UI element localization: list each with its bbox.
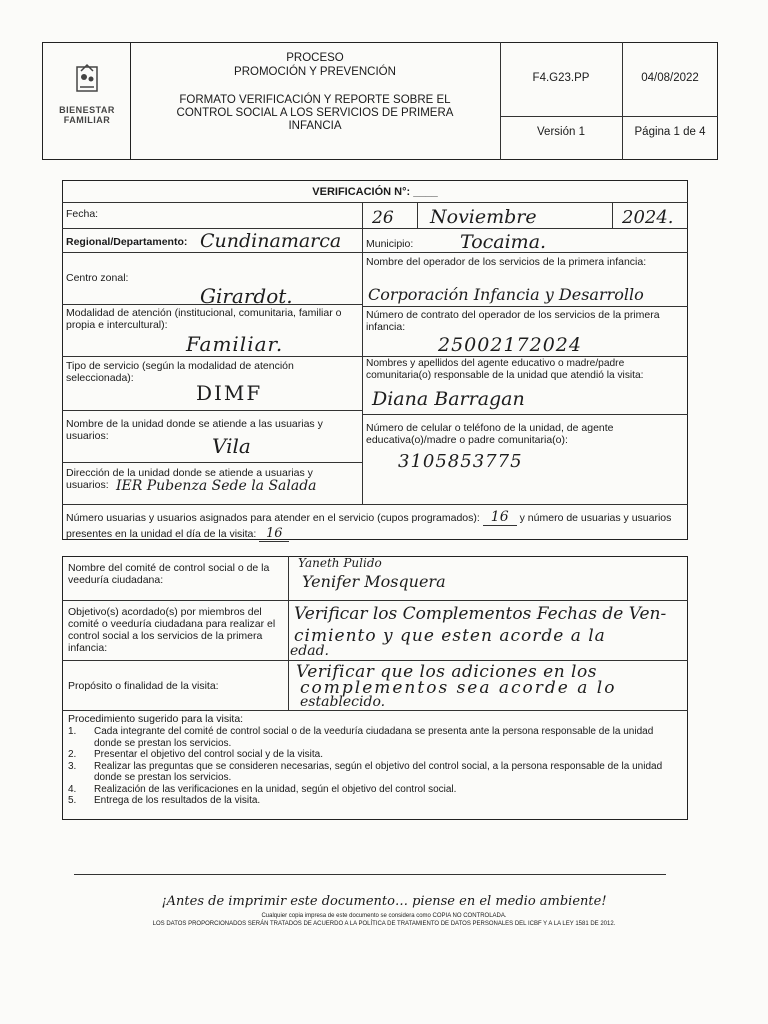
procedure-title: Procedimiento sugerido para la visita:: [68, 713, 244, 725]
procedure-list: [68, 726, 680, 807]
footer-environment: ¡Antes de imprimir este documento… piense en el medio ambiente!: [161, 894, 607, 909]
proposito-line-2[interactable]: complementos sea acorde a lo: [300, 678, 617, 698]
logo: [42, 42, 130, 160]
centro-value[interactable]: Girardot.: [200, 284, 293, 308]
centro-label: Centro zonal:: [66, 272, 129, 284]
objetivo-label: Objetivo(s) acordado(s) por miembros del comité o veeduría ciudadana para realizar el control social a los servicios de la primera infancia:: [68, 606, 276, 654]
footer-copy-note: Cualquier copia impresa de este documento se considera como COPIA NO CONTROLADA.: [261, 913, 507, 919]
miembro-label: Nombre del comité de control social o de la veeduría ciudadana:: [68, 562, 270, 586]
cupos-text-1: Número usuarias y usuarios asignados para atender en el servicio (cupos programados):: [66, 512, 480, 524]
format-code: F4.G23.PP: [532, 72, 590, 84]
procedure-step: [68, 784, 680, 796]
procedure-step: [68, 795, 680, 807]
objetivo-line-3[interactable]: edad.: [290, 643, 330, 659]
step-text: Realización de las verificaciones en la unidad, según el objetivo del control social.: [94, 783, 457, 795]
procedure-step: [68, 761, 680, 784]
regional-label: Regional/Departamento:: [66, 236, 188, 248]
contrato-value[interactable]: 25002172024: [438, 334, 582, 356]
format-title: FORMATO VERIFICACIÓN Y REPORTE SOBRE EL CONTROL SOCIAL A LOS SERVICIOS DE PRIMERA INFANCIA: [176, 94, 454, 132]
step-text: Cada integrante del comité de control social o de la veeduría ciudadana se presenta ante la persona responsable de la unidad donde se prestan los servicios.: [94, 726, 654, 749]
operador-label: Nombre del operador de los servicios de la primera infancia:: [366, 256, 647, 268]
step-text: Presentar el objetivo del control social y de la visita.: [94, 749, 324, 760]
step-text: Realizar las preguntas que se consideren necesarias, según el objetivo del control social, a la persona responsable de la unidad donde se prestan los servicios.: [94, 760, 663, 783]
procedure-step: [68, 749, 680, 761]
modalidad-label: Modalidad de atención (institucional, comunitaria, familiar o propia e intercultural):: [66, 307, 342, 331]
operador-value[interactable]: Corporación Infancia y Desarrollo: [368, 285, 644, 304]
verification-title: VERIFICACIÓN N°: ____: [312, 186, 438, 198]
procedure-step: [68, 726, 680, 749]
cupos-row: [66, 510, 684, 542]
presentes-value[interactable]: 16: [259, 526, 289, 542]
regional-value[interactable]: Cundinamarca: [200, 230, 342, 252]
step-number: 2.: [68, 749, 77, 760]
footer-divider: [74, 874, 666, 875]
step-number: 5.: [68, 795, 77, 806]
contrato-label: Número de contrato del operador de los servicios de la primera infancia:: [366, 309, 660, 333]
municipio-value[interactable]: Tocaima.: [460, 231, 547, 253]
format-page: Página 1 de 4: [634, 126, 706, 138]
fecha-month[interactable]: Noviembre: [430, 206, 537, 228]
document-header: [42, 42, 718, 160]
step-text: Entrega de los resultados de la visita.: [94, 795, 261, 806]
cupos-value[interactable]: 16: [483, 510, 517, 526]
footer-data-note: LOS DATOS PROPORCIONADOS SERÁN TRATADOS DE ACUERDO A LA POLÍTICA DE TRATAMIENTO DE DATOS PERSONALES DEL ICBF Y A LA LEY 1581 DE 2012.: [152, 921, 616, 927]
proposito-line-3[interactable]: establecido.: [300, 694, 386, 710]
agente-value[interactable]: Diana Barragan: [372, 388, 525, 410]
step-number: 3.: [68, 760, 77, 772]
celular-label: Número de celular o teléfono de la unidad, de agente educativa(o)/madre o padre comunitaria(o):: [366, 422, 614, 446]
miembro-sign[interactable]: Yaneth Pulido: [298, 556, 382, 570]
fecha-day[interactable]: 26: [372, 208, 394, 228]
process-name: PROMOCIÓN Y PREVENCIÓN: [234, 66, 396, 78]
tipo-value[interactable]: DIMF: [196, 381, 263, 405]
step-number: 4.: [68, 783, 77, 795]
direccion-value[interactable]: IER Pubenza Sede la Salada: [116, 478, 317, 494]
modalidad-value[interactable]: Familiar.: [186, 332, 284, 356]
objetivo-line-2[interactable]: cimiento y que esten acorde a la: [294, 626, 606, 646]
agente-label: Nombres y apellidos del agente educativo o madre/padre comunitaria(o) responsable de la unidad que atendió la visita:: [366, 358, 644, 381]
unidad-value[interactable]: Vila: [212, 434, 251, 458]
step-number: 1.: [68, 726, 77, 737]
logo-text: BIENESTAR FAMILIAR: [59, 105, 115, 125]
miembro-value[interactable]: Yenifer Mosquera: [302, 572, 446, 591]
icbf-logo-icon: [67, 59, 107, 99]
objetivo-line-1[interactable]: Verificar los Complementos Fechas de Ven-: [294, 604, 667, 624]
proposito-line-1[interactable]: Verificar que los adiciones en los: [296, 662, 597, 682]
proposito-label: Propósito o finalidad de la visita:: [68, 680, 219, 692]
municipio-label: Municipio:: [366, 238, 414, 250]
direccion-label: Dirección de la unidad donde se atiende a usuarias y usuarios:: [66, 467, 313, 491]
fecha-label: Fecha:: [66, 208, 99, 220]
format-date: 04/08/2022: [641, 72, 699, 84]
process-label: PROCESO: [286, 52, 344, 64]
format-version: Versión 1: [537, 126, 585, 138]
cupos-text-2: y número de usuarias y usuarios presentes en la unidad el día de la visita:: [66, 512, 672, 540]
unidad-label: Nombre de la unidad donde se atiende a las usuarias y usuarios:: [66, 418, 323, 442]
celular-value[interactable]: 3105853775: [398, 451, 523, 472]
fecha-year[interactable]: 2024.: [622, 207, 674, 228]
tipo-label: Tipo de servicio (según la modalidad de atención seleccionada):: [66, 360, 294, 384]
